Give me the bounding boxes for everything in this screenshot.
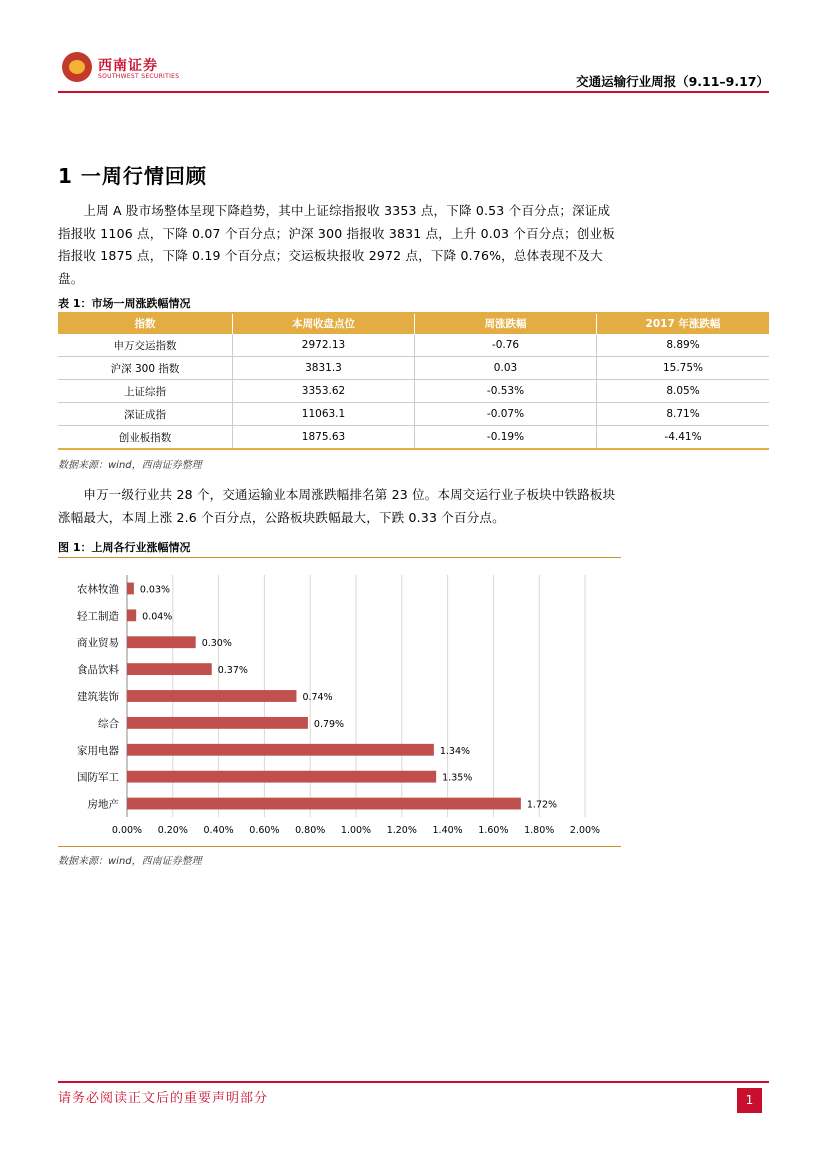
bar	[127, 636, 196, 648]
data-label: 1.35%	[442, 772, 473, 784]
table-cell: 1875.63	[233, 426, 415, 450]
data-label: 0.04%	[142, 611, 173, 623]
table-cell: 创业板指数	[58, 426, 233, 450]
table-row	[58, 334, 769, 357]
bar	[127, 663, 212, 675]
table-header-cell: 指数	[58, 312, 233, 334]
x-tick-label: 1.00%	[340, 825, 372, 836]
bar	[127, 717, 308, 729]
data-label: 0.74%	[302, 692, 333, 703]
footer-disclaimer-note: 请务必阅读正文后的重要声明部分	[58, 1091, 269, 1106]
industry-gain-chart	[58, 560, 621, 844]
footer-divider	[58, 1081, 769, 1083]
report-title: 交通运输行业周报（9.11–9.17）	[576, 74, 769, 89]
data-label: 0.79%	[313, 718, 345, 730]
category-label: 国防军工	[77, 771, 119, 784]
category-label: 综合	[98, 717, 119, 730]
table-cell: 2972.13	[233, 334, 415, 357]
table-cell: -0.53%	[415, 380, 597, 403]
table-row	[58, 403, 769, 426]
table-header-cell: 本周收盘点位	[233, 312, 415, 334]
bar	[127, 609, 136, 621]
x-tick-label: 0.40%	[203, 825, 234, 836]
table-header-cell: 2017 年涨跌幅	[597, 312, 770, 334]
table-cell: 上证综指	[58, 380, 233, 403]
x-tick-label: 0.80%	[295, 825, 326, 836]
company-logo-icon	[62, 52, 92, 82]
table-cell: 8.89%	[597, 334, 770, 357]
table-source-note: 数据来源：wind，西南证券整理	[58, 460, 202, 471]
x-tick-label: 1.40%	[432, 825, 463, 836]
table-cell: 8.05%	[597, 380, 770, 403]
table-cell: -0.07%	[415, 403, 597, 426]
bar	[127, 771, 436, 783]
section-heading: 1 一周行情回顾	[58, 164, 207, 188]
x-tick-label: 1.20%	[386, 825, 417, 836]
table-cell: 深证成指	[58, 403, 233, 426]
category-label: 房地产	[87, 798, 119, 811]
table-header-row	[58, 312, 769, 334]
figure-source-note: 数据来源：wind，西南证券整理	[58, 856, 202, 867]
logo-en-text: SOUTHWEST SECURITIES	[98, 73, 180, 80]
table-cell: 申万交运指数	[58, 334, 233, 357]
header-divider	[58, 91, 769, 93]
table-cell: -0.19%	[415, 426, 597, 450]
bar	[127, 583, 134, 595]
bar	[127, 690, 296, 702]
data-label: 0.30%	[201, 638, 232, 650]
data-label: 0.03%	[139, 584, 171, 596]
table-row	[58, 357, 769, 380]
bar	[127, 798, 521, 810]
x-tick-label: 1.80%	[524, 825, 555, 836]
data-label: 1.72%	[526, 799, 558, 811]
table-cell: 沪深 300 指数	[58, 357, 233, 380]
market-table	[58, 312, 769, 450]
table-cell: 15.75%	[597, 357, 770, 380]
data-label: 1.34%	[439, 745, 471, 757]
category-label: 建筑装饰	[77, 691, 119, 703]
x-tick-label: 0.00%	[111, 825, 143, 836]
x-tick-label: 0.20%	[157, 825, 188, 836]
table-cell: 8.71%	[597, 403, 770, 426]
table-cell: 0.03	[415, 357, 597, 380]
logo-cn-text: 西南证券	[98, 58, 158, 74]
table-caption: 表 1：市场一周涨跌幅情况	[58, 297, 191, 310]
category-label: 家用电器	[77, 744, 119, 757]
table-cell: -4.41%	[597, 426, 770, 450]
x-tick-label: 2.00%	[569, 825, 601, 836]
x-tick-label: 0.60%	[249, 825, 280, 836]
page-number: 1	[737, 1088, 762, 1113]
table-cell: -0.76	[415, 334, 597, 357]
paragraph-industry-review: 申万一级行业共 28 个，交通运输业本周涨跌幅排名第 23 位。本周交运行业子板块中铁路板块涨幅最大，本周上涨 2.6 个百分点，公路板块跌幅最大，下跌 0.33 个百分点。	[58, 487, 616, 525]
table-cell: 3831.3	[233, 357, 415, 380]
category-label: 商业贸易	[77, 637, 119, 650]
paragraph-market-review: 上周 A 股市场整体呈现下降趋势，其中上证综指报收 3353 点，下降 0.53 个百分点；深证成指报收 1106 点，下降 0.07 个百分点；沪深 300 指报收 3831 点，上升 0.03 个百分点；创业板指报收 1875 点，下降 0.19 个百分点；交运板块报收 2972 点，下降 0.76%，总体表现不及大盘。	[58, 203, 615, 286]
category-label: 农林牧渔	[77, 583, 119, 596]
figure-bottom-rule	[58, 846, 621, 847]
table-row	[58, 426, 769, 450]
category-label: 食品饮料	[77, 664, 119, 677]
figure-caption: 图 1：上周各行业涨幅情况	[58, 541, 191, 554]
bar	[127, 744, 434, 756]
table-header-cell: 周涨跌幅	[415, 312, 597, 334]
data-label: 0.37%	[217, 665, 248, 677]
category-label: 轻工制造	[77, 610, 119, 623]
table-cell: 11063.1	[233, 403, 415, 426]
figure-top-rule	[58, 557, 621, 558]
table-top-rule	[58, 312, 769, 314]
x-tick-label: 1.60%	[478, 825, 509, 836]
table-cell: 3353.62	[233, 380, 415, 403]
table-row	[58, 380, 769, 403]
